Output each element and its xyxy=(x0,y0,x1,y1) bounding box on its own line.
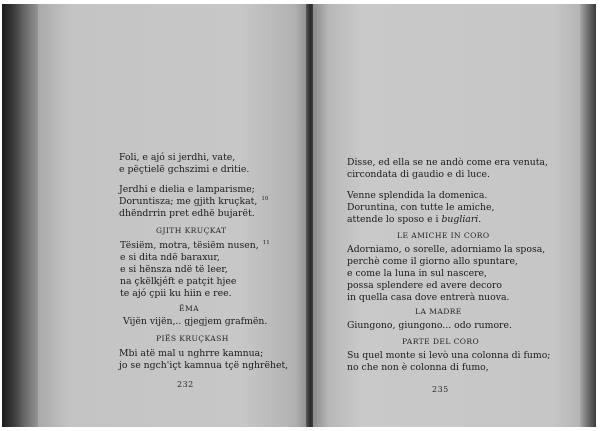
verse-line: e pëçtielë gchszimi e dritie. xyxy=(119,164,250,175)
verse-line: na çkëlkjéft e patçit hjee xyxy=(120,276,237,287)
book-spread xyxy=(2,4,596,427)
page-number: 235 xyxy=(432,385,449,394)
section-heading: ËMA xyxy=(179,304,200,313)
page-edges-right xyxy=(580,4,596,427)
page-edges-left xyxy=(2,4,40,427)
verse-line xyxy=(347,214,481,225)
verse-text: Tësiëm, motra, tësiëm nusen, xyxy=(120,240,259,251)
verse-line: perchè come il giorno allo spuntare, xyxy=(347,256,518,267)
page-number: 232 xyxy=(177,380,194,389)
left-page xyxy=(38,4,308,427)
verse-line: Vijën vijën,.. gjegjem grafmën. xyxy=(123,316,268,327)
verse-line: Su quel monte si levò una colonna di fumo; xyxy=(347,350,551,361)
section-heading: PIËS KRUÇKASH xyxy=(156,334,229,343)
verse-line: e si hënsza ndë të leer, xyxy=(120,264,228,275)
verse-line: Doruntina, con tutte le amiche, xyxy=(347,202,495,213)
verse-line: Venne splendida la domenica. xyxy=(347,190,488,201)
verse-line: dhëndrrin pret edhë bujarët. xyxy=(119,208,255,219)
verse-line: circondata di gaudio e di luce. xyxy=(347,169,490,180)
verse-text: Doruntisza; me gjith kruçkat, xyxy=(119,196,258,207)
verse-line: e si dita ndë baraxur, xyxy=(120,252,220,263)
verse-text: attende lo sposo e i xyxy=(347,214,442,225)
verse-line: no che non è colonna di fumo, xyxy=(347,362,489,373)
verse-number: 11 xyxy=(262,240,270,246)
verse-line: e come la luna in sul nascere, xyxy=(347,268,487,279)
verse-line: Foli, e ajó si jerdhi, vate, xyxy=(119,152,236,163)
section-heading: PARTE DEL CORO xyxy=(402,337,480,346)
verse-line: Jerdhi e dielia e lamparisme; xyxy=(119,184,255,195)
section-heading: LE AMICHE IN CORO xyxy=(397,231,490,240)
verse-line: te ajó çpii ku hiin e ree. xyxy=(120,288,232,299)
section-heading: GJITH KRUÇKAT xyxy=(156,226,227,235)
verse-line: possa splendere ed avere decoro xyxy=(347,280,503,291)
section-heading: LA MADRE xyxy=(415,307,462,316)
verse-line: in quella casa dove entrerà nuova. xyxy=(347,292,510,303)
verse-line: Adorniamo, o sorelle, adorniamo la sposa, xyxy=(347,244,546,255)
verse-line: jo se ngch'içt kamnua tçë nghrëhet, xyxy=(119,360,289,371)
verse-line: Giungono, giungono... odo rumore. xyxy=(347,320,512,331)
verse-line: Mbi atë mal u nghrre kamnua; xyxy=(119,348,264,359)
verse-line: Disse, ed ella se ne andò come era venuta, xyxy=(347,157,548,168)
verse-number: 10 xyxy=(261,196,269,202)
verse-text-italic: bugliari. xyxy=(441,214,482,225)
right-page xyxy=(313,4,581,427)
